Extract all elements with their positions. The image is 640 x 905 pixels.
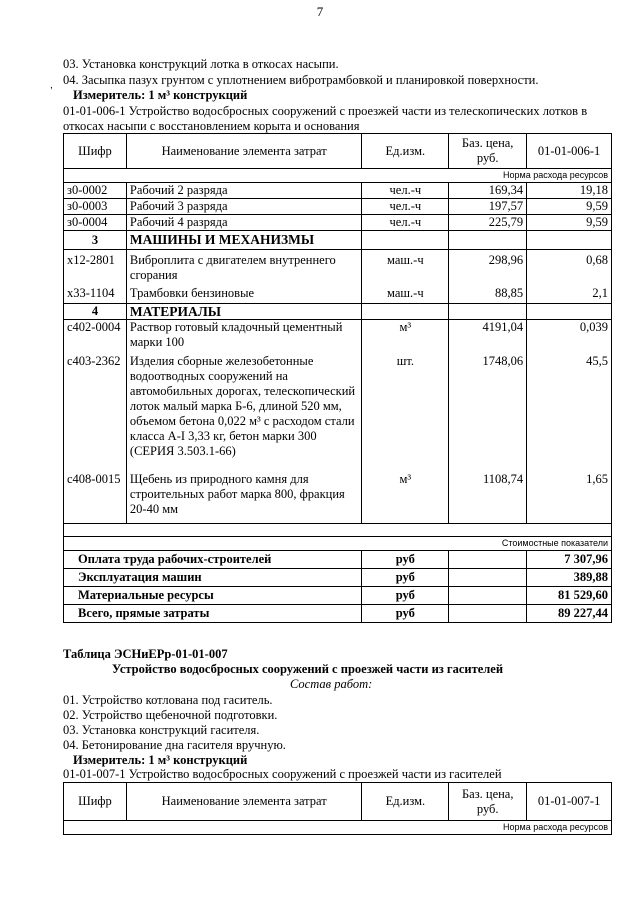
row-unit: чел.-ч (362, 199, 449, 215)
header-name: Наименование элемента затрат (126, 134, 362, 169)
header-unit: Ед.изм. (362, 783, 449, 821)
row-value: 9,59 (527, 215, 612, 231)
total-name: Оплата труда рабочих-строителей (64, 551, 362, 569)
table-row (64, 199, 612, 215)
row-price: 1108,74 (449, 472, 527, 524)
row-code: с402-0004 (64, 320, 127, 355)
total-row (64, 605, 612, 623)
row-unit: м³ (362, 320, 449, 355)
norma-row (64, 169, 612, 183)
header-price: Баз. цена, руб. (449, 783, 527, 821)
total-value: 89 227,44 (527, 605, 612, 623)
row-name: Рабочий 2 разряда (126, 183, 362, 199)
norma-label: Норма расхода ресурсов (64, 821, 612, 835)
section-number: 4 (64, 304, 127, 320)
section-number: 3 (64, 231, 127, 250)
table-row (64, 354, 612, 472)
total-unit: руб (362, 569, 449, 587)
page-number: 7 (316, 4, 324, 19)
row-code: х12-2801 (64, 250, 127, 284)
row-price: 88,85 (449, 283, 527, 304)
step-line: 04. Засыпка пазух грунтом с уплотнением вибротрамбовкой и планировкой поверхности. (63, 73, 539, 87)
row-name: Виброплита с двигателем внутреннего сгорания (126, 250, 362, 284)
item-description: откосах насыпи с восстановлением корыта и основания (63, 119, 360, 133)
total-unit: руб (362, 605, 449, 623)
table-row (64, 183, 612, 199)
sostav-label: Состав работ: (290, 677, 373, 691)
total-unit: руб (362, 587, 449, 605)
table-row (64, 283, 612, 304)
resource-table-2 (63, 782, 612, 835)
header-code: Шифр (64, 134, 127, 169)
table-header-row (64, 134, 612, 169)
row-value: 19,18 (527, 183, 612, 199)
step-line: 03. Установка конструкций лотка в откосах насыпи. (63, 57, 339, 71)
cost-label: Стоимостные показатели (64, 537, 612, 551)
header-price: Баз. цена, руб. (449, 134, 527, 169)
row-price: 4191,04 (449, 320, 527, 355)
row-value: 1,65 (527, 472, 612, 524)
row-code: з0-0002 (64, 183, 127, 199)
row-name: Раствор готовый кладочный цементный марки 100 (126, 320, 362, 355)
header-name: Наименование элемента затрат (126, 783, 362, 821)
table-title: Таблица ЭСНиЕРр-01-01-007 (63, 647, 228, 661)
row-code: з0-0003 (64, 199, 127, 215)
total-row (64, 587, 612, 605)
row-price: 1748,06 (449, 354, 527, 472)
total-name: Всего, прямые затраты (64, 605, 362, 623)
total-value: 7 307,96 (527, 551, 612, 569)
item-description: 01-01-006-1 Устройство водосбросных сооружений с проезжей части из телескопических лотков в (63, 104, 588, 118)
total-value: 389,88 (527, 569, 612, 587)
table-row (64, 320, 612, 355)
total-value: 81 529,60 (527, 587, 612, 605)
step-line: 04. Бетонирование дна гасителя вручную. (63, 738, 286, 752)
resource-table-1 (63, 133, 612, 623)
row-name: Щебень из природного камня для строительных работ марка 800, фракция 20-40 мм (126, 472, 362, 524)
spacer-row (64, 524, 612, 537)
section-title: МАТЕРИАЛЫ (126, 304, 362, 320)
row-price: 169,34 (449, 183, 527, 199)
header-unit: Ед.изм. (362, 134, 449, 169)
table-row (64, 250, 612, 284)
cost-row (64, 537, 612, 551)
section-row (64, 304, 612, 320)
row-name: Изделия сборные железобетонные водоотводных сооружений на автомобильных дорогах, телескопический лоток малый марка Б-6, длиной 520 мм, объемом бетона 0,022 м³ с расходом стали класса А-I 3,33 кг, бетон марки 300 (СЕРИЯ 3.503.1-66) (126, 354, 362, 472)
total-unit: руб (362, 551, 449, 569)
total-row (64, 551, 612, 569)
row-unit: шт. (362, 354, 449, 472)
step-line: 02. Устройство щебеночной подготовки. (63, 708, 278, 722)
table-header-row (64, 783, 612, 821)
section-title: МАШИНЫ И МЕХАНИЗМЫ (126, 231, 362, 250)
table-row (64, 472, 612, 524)
norma-label: Норма расхода ресурсов (64, 169, 612, 183)
row-value: 0,039 (527, 320, 612, 355)
item-description: 01-01-007-1 Устройство водосбросных сооружений с проезжей части из гасителей (63, 767, 502, 781)
row-unit: маш.-ч (362, 283, 449, 304)
total-name: Материальные ресурсы (64, 587, 362, 605)
section-row (64, 231, 612, 250)
table-row (64, 215, 612, 231)
row-code: х33-1104 (64, 283, 127, 304)
margin-tick: , (50, 80, 53, 91)
row-price: 197,57 (449, 199, 527, 215)
row-price: 298,96 (449, 250, 527, 284)
norma-row (64, 821, 612, 835)
row-price: 225,79 (449, 215, 527, 231)
row-unit: чел.-ч (362, 215, 449, 231)
row-name: Рабочий 4 разряда (126, 215, 362, 231)
row-value: 2,1 (527, 283, 612, 304)
measure-label: Измеритель: 1 м³ конструкций (73, 88, 248, 102)
total-row (64, 569, 612, 587)
row-name: Рабочий 3 разряда (126, 199, 362, 215)
row-value: 9,59 (527, 199, 612, 215)
row-value: 0,68 (527, 250, 612, 284)
row-code: с403-2362 (64, 354, 127, 472)
header-code: Шифр (64, 783, 127, 821)
row-unit: маш.-ч (362, 250, 449, 284)
step-line: 03. Установка конструкций гасителя. (63, 723, 260, 737)
row-code: с408-0015 (64, 472, 127, 524)
row-code: з0-0004 (64, 215, 127, 231)
row-unit: чел.-ч (362, 183, 449, 199)
measure-label: Измеритель: 1 м³ конструкций (73, 753, 248, 767)
step-line: 01. Устройство котлована под гаситель. (63, 693, 273, 707)
row-unit: м³ (362, 472, 449, 524)
row-name: Трамбовки бензиновые (126, 283, 362, 304)
header-norm: 01-01-006-1 (527, 134, 612, 169)
table-subtitle: Устройство водосбросных сооружений с проезжей части из гасителей (112, 662, 504, 676)
row-value: 45,5 (527, 354, 612, 472)
total-name: Эксплуатация машин (64, 569, 362, 587)
header-norm: 01-01-007-1 (527, 783, 612, 821)
